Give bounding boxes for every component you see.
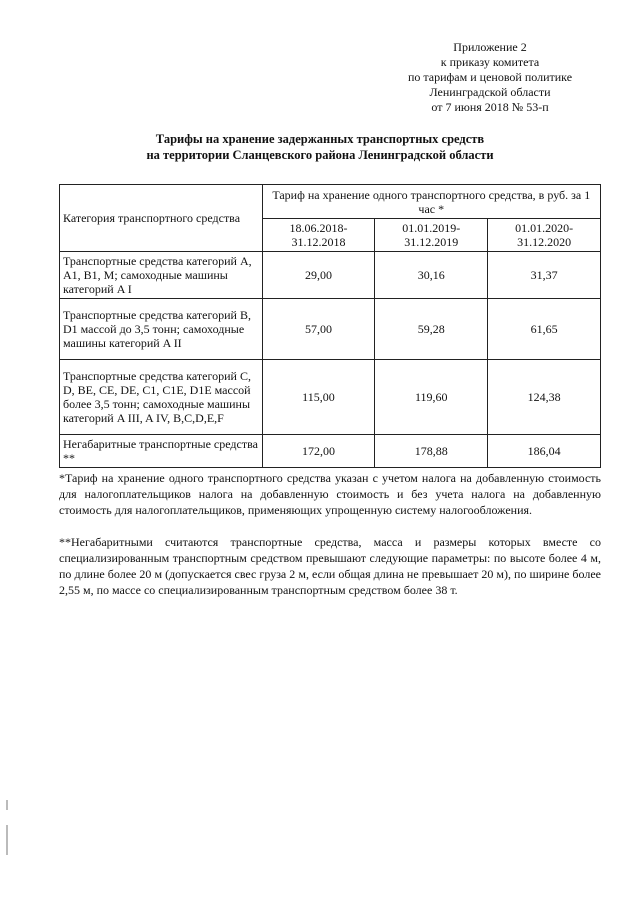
category-cell: Негабаритные транспортные средства ** <box>60 435 263 468</box>
tariff-header: Тариф на хранение одного транспортного средства, в руб. за 1 час * <box>262 185 600 219</box>
value-cell: 119,60 <box>375 360 488 435</box>
appendix-line: к приказу комитета <box>440 55 540 69</box>
scan-margin-mark <box>6 825 8 855</box>
value-cell: 115,00 <box>262 360 375 435</box>
value-cell: 30,16 <box>375 252 488 299</box>
value-cell: 61,65 <box>488 299 601 360</box>
appendix-line: по тарифам и ценовой политике <box>407 70 573 84</box>
title-line-1: Тарифы на хранение задержанных транспортных средств <box>155 132 485 146</box>
period-header: 01.01.2019-31.12.2019 <box>375 219 488 252</box>
value-cell: 31,37 <box>488 252 601 299</box>
value-cell: 59,28 <box>375 299 488 360</box>
appendix-line: Приложение 2 <box>453 40 527 54</box>
value-cell: 186,04 <box>488 435 601 468</box>
tariff-table <box>59 184 601 468</box>
table-header-row <box>60 185 601 219</box>
scan-margin-mark <box>6 800 8 810</box>
table-row <box>60 360 601 435</box>
footnote-vat: *Тариф на хранение одного транспортного средства указан с учетом налога на добавленную стоимость для налогоплательщиков налога на добавленную стоимость и без учета налога на добавленную стоимость для налогоплательщиков, применяющих упрощенную систему налогообложения. <box>59 471 601 517</box>
category-header: Категория транспортного средства <box>60 185 263 252</box>
value-cell: 124,38 <box>488 360 601 435</box>
footnote-oversize: **Негабаритными считаются транспортные средства, масса и размеры которых вместе со специализированным транспортным средством превышают следующие параметры: по высоте более 4 м, по длине более 20 м (допускается свес груза 2 м, если общая длина не превышает 20 м), по ширине более 2,55 м, по массе со специализированным транспортным средством более 38 т. <box>59 535 601 597</box>
footnotes <box>59 470 601 614</box>
value-cell: 178,88 <box>375 435 488 468</box>
category-cell: Транспортные средства категорий A, A1, B1, M; самоходные машины категорий A I <box>60 252 263 299</box>
appendix-line: Ленинградской области <box>429 85 551 99</box>
period-header: 18.06.2018-31.12.2018 <box>262 219 375 252</box>
table-row <box>60 299 601 360</box>
table-row <box>60 252 601 299</box>
value-cell: 172,00 <box>262 435 375 468</box>
category-cell: Транспортные средства категорий B, D1 массой до 3,5 тонн; самоходные машины категорий A II <box>60 299 263 360</box>
period-header: 01.01.2020-31.12.2020 <box>488 219 601 252</box>
appendix-line: от 7 июня 2018 № 53-п <box>431 100 549 114</box>
value-cell: 29,00 <box>262 252 375 299</box>
category-cell: Транспортные средства категорий C, D, BE, CE, DE, C1, C1E, D1E массой более 3,5 тонн; самоходные машины категорий A III, A IV, B,C,D,E,F <box>60 360 263 435</box>
document-title <box>60 131 580 163</box>
table-row <box>60 435 601 468</box>
title-line-2: на территории Сланцевского района Ленинградской области <box>146 148 494 162</box>
value-cell: 57,00 <box>262 299 375 360</box>
appendix-block <box>380 40 600 115</box>
